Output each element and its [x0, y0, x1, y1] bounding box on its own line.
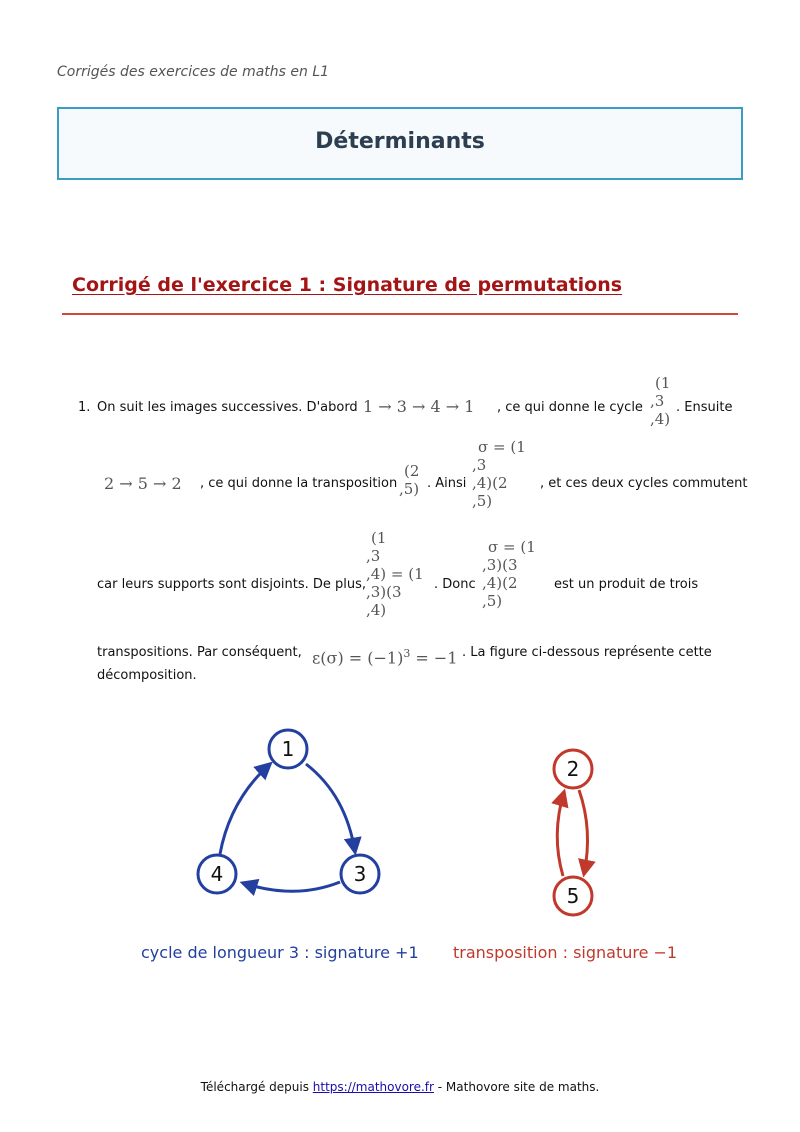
arrow-5-to-2: [557, 792, 564, 876]
text-line5: décomposition.: [97, 668, 197, 683]
eps-result: = −1: [410, 648, 458, 668]
sigma2-line-1: ,3)(3: [482, 556, 518, 574]
cycle-line-3: ,4): [650, 410, 671, 428]
text-line3-c: est un produit de trois: [554, 577, 699, 592]
text-line1-b: , ce qui donne le cycle: [497, 400, 643, 415]
sigma1-line-3: ,5): [472, 492, 493, 510]
arrow-2-to-5: [579, 790, 588, 874]
arrow-4-to-1: [220, 764, 270, 854]
eq-line-2: ,3: [366, 547, 381, 565]
math-orbit-1: 1 → 3 → 4 → 1: [363, 397, 475, 416]
text-line3-b: . Donc: [434, 577, 476, 592]
text-line1-a: On suit les images successives. D'abord: [97, 400, 358, 415]
sigma2-line-0: σ = (1: [488, 538, 536, 556]
transp-line-2: ,5): [399, 480, 420, 498]
text-line4-b: . La figure ci-dessous représente cette: [462, 645, 712, 660]
sigma2-line-2: ,4)(2: [482, 574, 518, 592]
sigma1-line-2: ,4)(2: [472, 474, 508, 492]
caption-transposition: transposition : signature −1: [453, 943, 678, 962]
sigma1-line-1: ,3: [472, 456, 487, 474]
node-1-label: 1: [281, 737, 295, 761]
item-number: 1.: [78, 400, 91, 415]
page-title: Déterminants: [315, 129, 485, 154]
node-4-label: 4: [210, 862, 224, 886]
node-2-label: 2: [566, 757, 580, 781]
footer-prefix: Téléchargé depuis: [200, 1080, 313, 1094]
caption-cycle: cycle de longueur 3 : signature +1: [141, 943, 419, 962]
cycle-line-2: ,3: [650, 392, 665, 410]
math-orbit-2: 2 → 5 → 2: [104, 474, 182, 493]
footer-link[interactable]: https://mathovore.fr: [312, 1080, 434, 1094]
eq-line-1: (1: [371, 529, 387, 547]
document-header: Corrigés des exercices de maths en L1: [57, 64, 330, 80]
sigma2-line-3: ,5): [482, 592, 503, 610]
text-line3-a: car leurs supports sont disjoints. De plus,: [97, 577, 367, 592]
eq-line-4: ,3)(3: [366, 583, 402, 601]
footer-suffix: - Mathovore site de maths.: [433, 1080, 600, 1094]
arrow-3-to-4: [243, 882, 340, 891]
eps-expression: ε(σ) = (−1): [312, 648, 404, 668]
text-line4-a: transpositions. Par conséquent,: [97, 645, 302, 660]
text-line2-b: . Ainsi: [427, 476, 467, 491]
section-title: Corrigé de l'exercice 1 : Signature de permutations: [72, 274, 623, 296]
node-5-label: 5: [566, 884, 580, 908]
text-line1-c: . Ensuite: [676, 400, 733, 415]
transp-line-1: (2: [404, 462, 420, 480]
node-3-label: 3: [353, 862, 367, 886]
eq-line-3: ,4) = (1: [366, 565, 424, 583]
sigma1-line-0: σ = (1: [478, 438, 526, 456]
text-line2-c: , et ces deux cycles commutent: [540, 476, 748, 491]
eq-line-5: ,4): [366, 601, 387, 619]
footer: [0, 1080, 800, 1094]
eps-exponent: 3: [403, 647, 411, 660]
text-line2-a: , ce qui donne la transposition: [200, 476, 398, 491]
arrow-1-to-3: [306, 764, 355, 852]
cycle-line-1: (1: [655, 374, 671, 392]
